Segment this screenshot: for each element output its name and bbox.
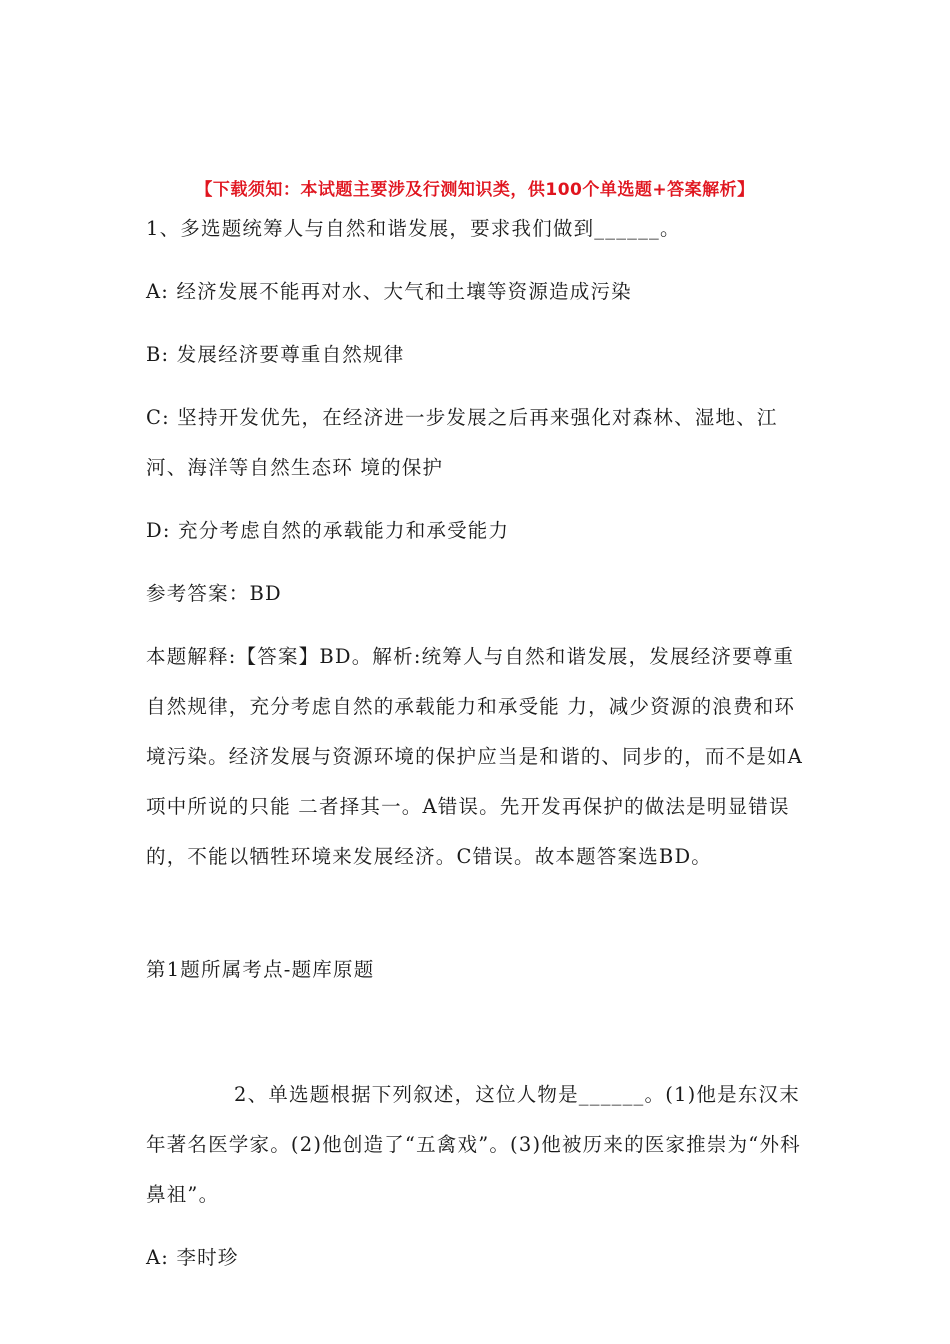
- document-body: [146, 216, 810, 1308]
- question-1-explanation: 本题解释:【答案】BD。解析:统筹人与自然和谐发展，发展经济要尊重自然规律，充分考虑自然的承载能力和承受能 力，减少资源的浪费和环境污染。经济发展与资源环境的保护应当是和谐的、同步的，而不是如A项中所说的只能 二者择其一。A错误。先开发再保护的做法是明显错误的，不能以牺牲环境来发展经济。C错误。故本题答案选BD。: [146, 645, 803, 868]
- question-1-answer: 参考答案：BD: [146, 582, 282, 605]
- question-2-option-a: A: 李时珍: [146, 1246, 239, 1269]
- question-2-stem: 2、单选题根据下列叙述，这位人物是______。(1)他是东汉末年著名医学家。(2)他创造了“五禽戏”。(3)他被历来的医家推崇为“外科鼻祖”。: [146, 1083, 801, 1206]
- question-1-option-c: C: 坚持开发优先，在经济进一步发展之后再来强化对森林、湿地、江河、海洋等自然生态环 境的保护: [146, 406, 778, 479]
- question-1-option-b: B: 发展经济要尊重自然规律: [146, 343, 405, 366]
- question-1-option-a: A: 经济发展不能再对水、大气和土壤等资源造成污染: [146, 280, 632, 303]
- question-1-option-d: D: 充分考虑自然的承载能力和承受能力: [146, 519, 510, 542]
- question-1-topic: 第1题所属考点-题库原题: [146, 958, 375, 981]
- question-1-stem: 1、多选题统筹人与自然和谐发展，要求我们做到______。: [146, 217, 681, 240]
- download-notice: 【下载须知：本试题主要涉及行测知识类，供100个单选题+答案解析】: [195, 180, 755, 200]
